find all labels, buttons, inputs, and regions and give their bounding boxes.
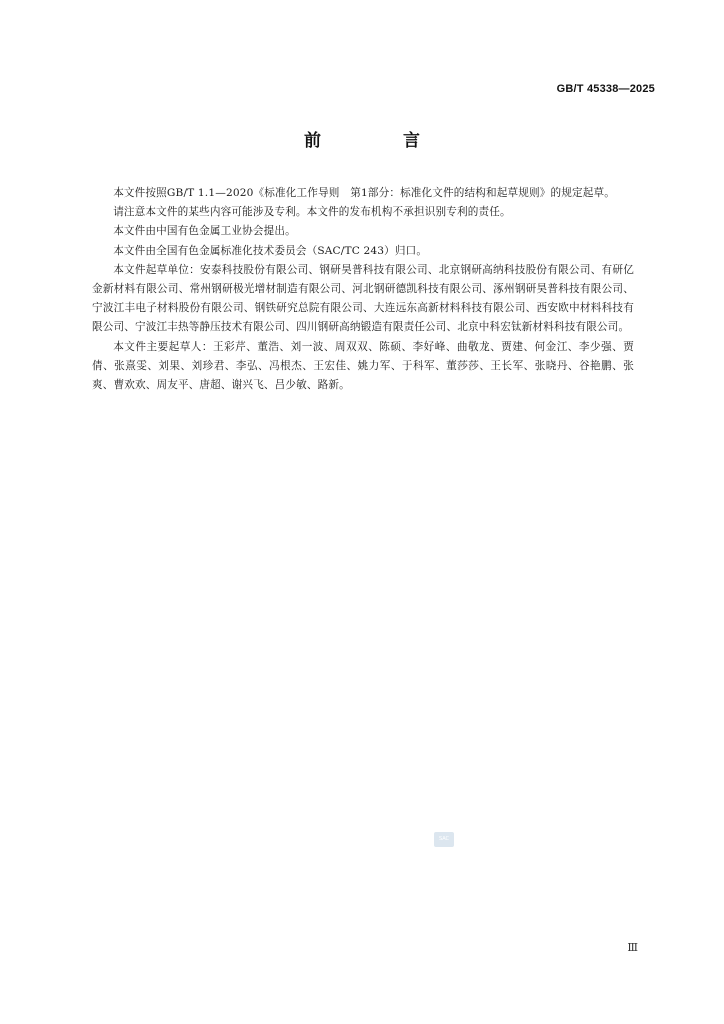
- standard-code: GB/T 45338—2025: [556, 83, 655, 95]
- watermark-logo: SAC: [434, 832, 454, 847]
- paragraph-drafting-units: 本文件起草单位：安泰科技股份有限公司、钢研昊普科技有限公司、北京钢研高纳科技股份有限公司、有研亿金新材料有限公司、常州钢研极光增材制造有限公司、河北钢研德凯科技有限公司、涿州钢研昊普科技有限公司、宁波江丰电子材料股份有限公司、钢铁研究总院有限公司、大连远东高新材料科技有限公司、西安欧中材料科技有限公司、宁波江丰热等静压技术有限公司、四川钢研高纳锻造有限责任公司、北京中科宏钛新材料科技有限公司。: [92, 263, 634, 334]
- paragraph-drafters: 本文件主要起草人：王彩芹、董浩、刘一波、周双双、陈硕、李好峰、曲敬龙、贾建、何金江、李少强、贾倩、张熹雯、刘果、刘珍君、李弘、冯根杰、王宏佳、姚力军、于科军、董莎莎、王长军、张晓丹、谷艳鹏、张爽、曹欢欢、周友平、唐超、谢兴飞、吕少敏、路新。: [92, 340, 634, 392]
- document-body: [92, 184, 634, 395]
- paragraph-committee: 本文件由全国有色金属标准化技术委员会（SAC/TC 243）归口。: [113, 244, 428, 257]
- page-number: Ⅲ: [627, 941, 638, 954]
- paragraph-drafting-rules: 本文件按照GB/T 1.1—2020《标准化工作导则 第1部分：标准化文件的结构和起草规则》的规定起草。: [113, 187, 615, 199]
- page-title: 前 言: [304, 131, 458, 151]
- paragraph-proposer: 本文件由中国有色金属工业协会提出。: [113, 225, 296, 238]
- paragraph-patent-notice: 请注意本文件的某些内容可能涉及专利。本文件的发布机构不承担识别专利的责任。: [113, 206, 511, 219]
